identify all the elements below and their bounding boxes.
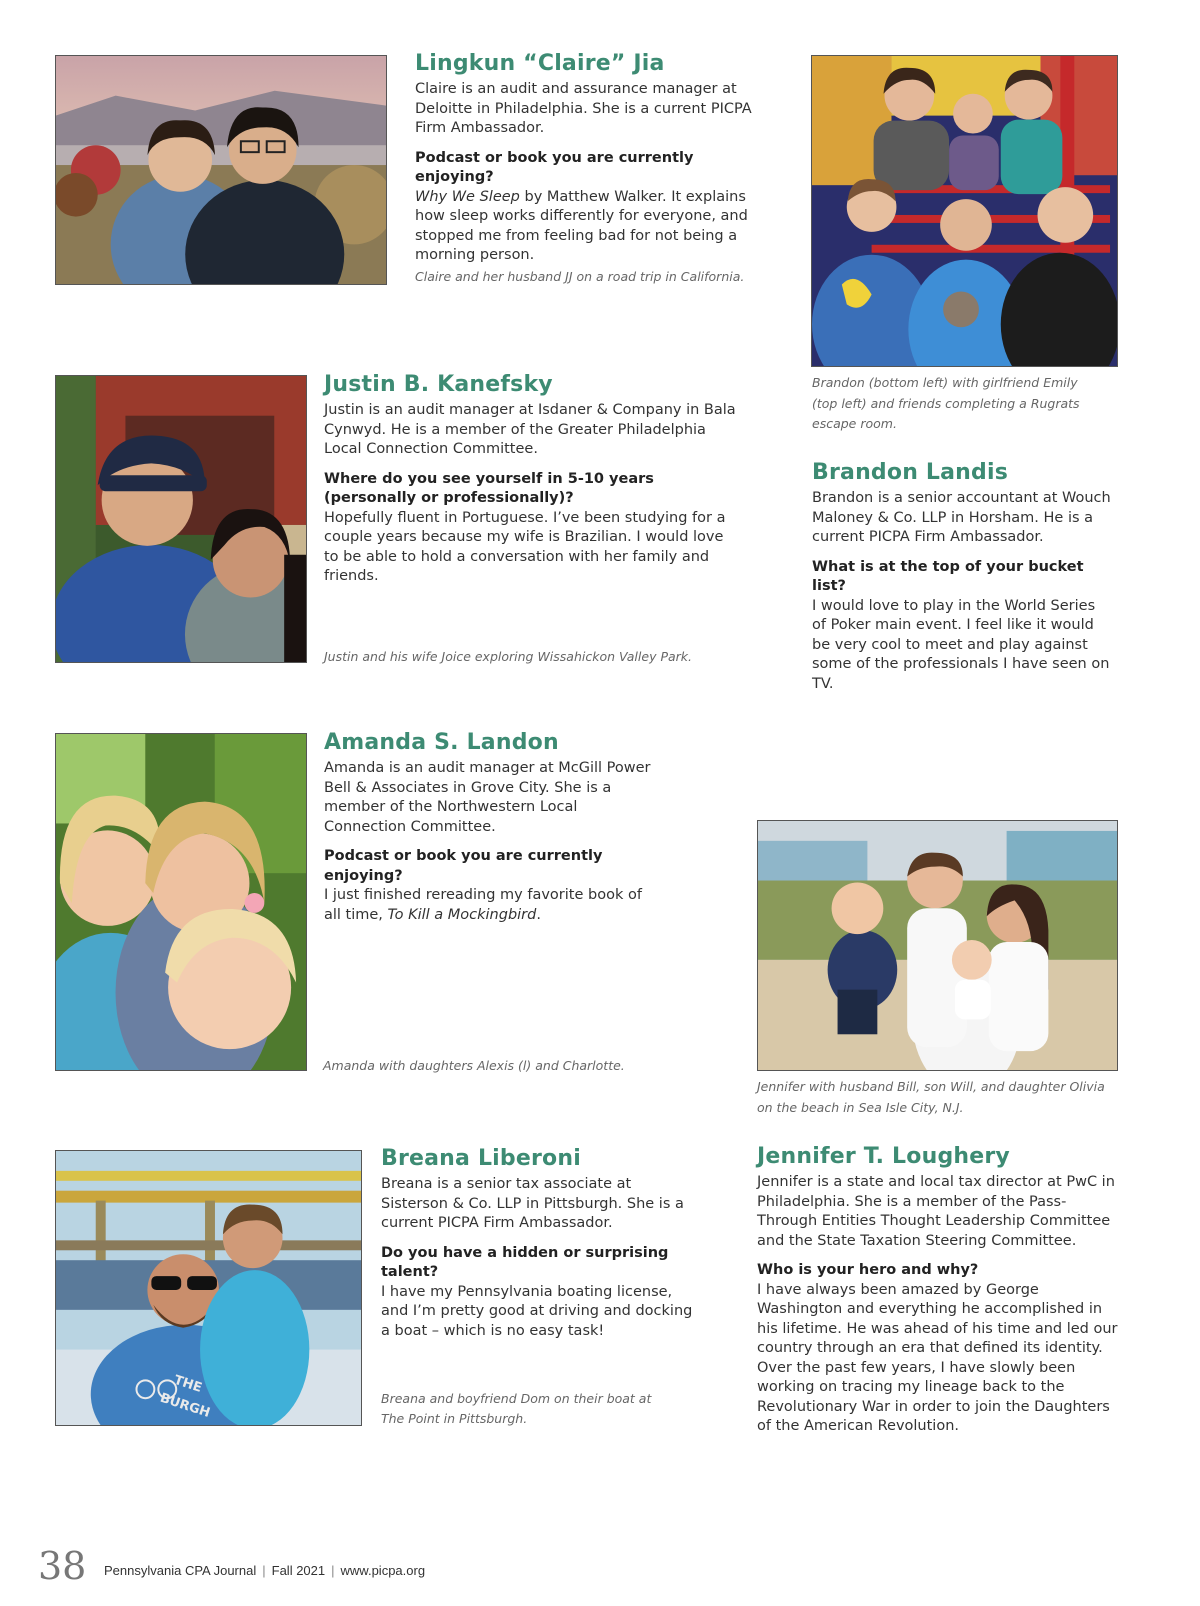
footer — [104, 1562, 425, 1580]
jennifer-question: Who is your hero and why? — [757, 1262, 979, 1278]
footer-issue: Fall 2021 — [271, 1563, 326, 1578]
brandon-bio: Brandon is a senior accountant at Wouch Maloney & Co. LLP in Horsham. He is a current PICPA Firm Ambassador. — [812, 490, 1111, 545]
jennifer-answer: I have always been amazed by George Washington and everything he accomplished in his lifetime. He was ahead of his time and led our country through an era that defined its identity. Over the past few years, I have slowly been working on tracing my lineage back to the Revolutionary War in order to join the Daughters of the American Revolution. — [757, 1281, 1118, 1434]
breana-name: Breana Liberoni — [381, 1146, 581, 1171]
breana-answer: I have my Pennsylvania boating license, and I’m pretty good at driving and docking a boat – which is no easy task! — [381, 1283, 693, 1339]
amanda-caption: Amanda with daughters Alexis (l) and Charlotte. — [323, 1058, 625, 1073]
claire-answer-text: by Matthew Walker. It explains how sleep works differently for everyone, and stopped me from feeling bad for not being a morning person. — [415, 188, 748, 263]
amanda-book-title: To Kill a Mockingbird — [387, 906, 537, 923]
claire-answer — [415, 188, 755, 266]
amanda-question: Podcast or book you are currently enjoying? — [324, 848, 603, 884]
amanda-bio: Amanda is an audit manager at McGill Power Bell & Associates in Grove City. She is a member of the Northwestern Local Connection Committee. — [324, 760, 651, 835]
jennifer-caption: Jennifer with husband Bill, son Will, and daughter Olivia on the beach in Sea Isle City, N.J. — [757, 1079, 1105, 1115]
justin-name: Justin B. Kanefsky — [324, 372, 553, 397]
amanda-answer-end: . — [536, 906, 541, 923]
amanda-answer-start: I just finished rereading my favorite book of all time, — [324, 887, 642, 923]
footer-separator: | — [262, 1563, 266, 1578]
breana-photo — [55, 1150, 362, 1426]
brandon-photo — [811, 55, 1118, 367]
jennifer-bio: Jennifer is a state and local tax director at PwC in Philadelphia. She is a member of the Pass-Through Entities Thought Leadership Committee and the State Taxation Steering Committee. — [757, 1174, 1115, 1249]
footer-separator: | — [331, 1563, 335, 1578]
footer-website[interactable]: www.picpa.org — [340, 1563, 426, 1578]
breana-shirt-text-1: THE — [171, 1372, 204, 1396]
brandon-answer: I would love to play in the World Series of Poker main event. I feel like it would be very cool to meet and play against some of the professionals I have seen on TV. — [812, 597, 1110, 692]
brandon-caption: Brandon (bottom left) with girlfriend Emily (top left) and friends completing a Rugrats escape room. — [812, 375, 1080, 431]
claire-bio: Claire is an audit and assurance manager at Deloitte in Philadelphia. She is a current PICPA Firm Ambassador. — [415, 81, 752, 136]
justin-caption: Justin and his wife Joice exploring Wissahickon Valley Park. — [324, 649, 692, 664]
jennifer-name: Jennifer T. Loughery — [757, 1144, 1010, 1169]
amanda-name: Amanda S. Landon — [324, 730, 559, 755]
breana-caption: Breana and boyfriend Dom on their boat at The Point in Pittsburgh. — [381, 1391, 652, 1426]
justin-answer: Hopefully fluent in Portuguese. I’ve been studying for a couple years because my wife is Brazilian. I would love to be able to hold a conversation with her family and friends. — [324, 509, 726, 584]
brandon-name: Brandon Landis — [812, 460, 1009, 485]
jennifer-photo — [757, 820, 1118, 1071]
justin-photo — [55, 375, 307, 663]
breana-shirt-text-2: BURGH — [158, 1390, 212, 1421]
claire-question: Podcast or book you are currently enjoying? — [415, 149, 694, 185]
brandon-question: What is at the top of your bucket list? — [812, 558, 1084, 594]
claire-book-title: Why We Sleep — [415, 188, 520, 205]
amanda-answer — [324, 886, 659, 925]
page-number: 38 — [38, 1544, 87, 1588]
breana-question: Do you have a hidden or surprising talent? — [381, 1244, 669, 1280]
amanda-photo — [55, 733, 307, 1071]
footer-publication: Pennsylvania CPA Journal — [104, 1563, 257, 1578]
claire-photo — [55, 55, 387, 285]
claire-name: Lingkun “Claire” Jia — [415, 51, 665, 76]
justin-bio: Justin is an audit manager at Isdaner & Company in Bala Cynwyd. He is a member of the Greater Philadelphia Local Connection Committee. — [324, 402, 736, 457]
justin-question: Where do you see yourself in 5-10 years (personally or professionally)? — [324, 470, 654, 506]
breana-bio: Breana is a senior tax associate at Sisterson & Co. LLP in Pittsburgh. She is a current PICPA Firm Ambassador. — [381, 1176, 684, 1231]
claire-caption: Claire and her husband JJ on a road trip in California. — [415, 269, 745, 284]
